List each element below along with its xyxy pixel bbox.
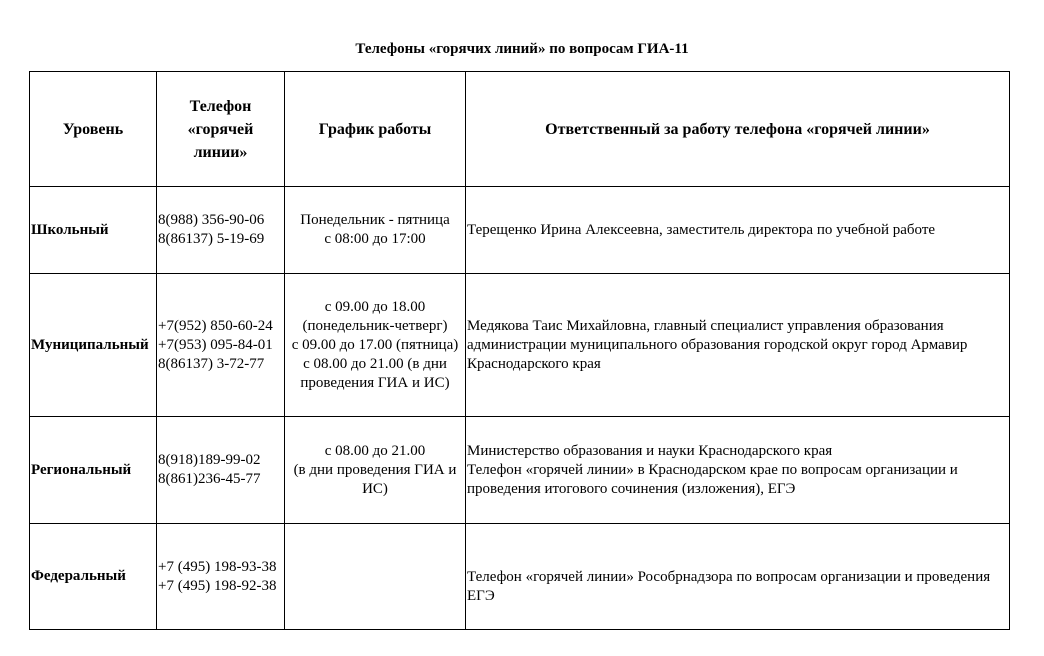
- table-row: [30, 274, 1010, 417]
- schedule-cell: [285, 274, 466, 417]
- schedule-line: Понедельник - пятница: [300, 212, 450, 228]
- level-cell: Региональный: [30, 417, 157, 524]
- header-level: Уровень: [30, 72, 157, 187]
- schedule-line: с 08:00 до 17:00: [324, 231, 426, 247]
- responsible-text: Телефон «горячей линии» Рособрнадзора по вопросам организации и проведения ЕГЭ: [467, 569, 991, 604]
- phone-number: 8(988) 356-90-06: [158, 212, 265, 228]
- level-cell: Муниципальный: [30, 274, 157, 417]
- schedule-cell: [285, 187, 466, 274]
- table-row: [30, 187, 1010, 274]
- responsible-cell: Терещенко Ирина Алексеевна, заместитель директора по учебной работе: [466, 187, 1010, 274]
- phones-cell: [157, 417, 285, 524]
- level-cell: Школьный: [30, 187, 157, 274]
- schedule-line: ИС): [362, 480, 388, 497]
- phone-number: +7(953) 095-84-01: [158, 336, 273, 353]
- phone-number: 8(86137) 3-72-77: [158, 355, 265, 372]
- responsible-line: Министерство образования и науки Краснодарского края: [467, 442, 833, 459]
- table-row: [30, 417, 1010, 524]
- phones-cell: [157, 524, 285, 630]
- table-row: [30, 524, 1010, 630]
- level-cell: Федеральный: [30, 524, 157, 630]
- schedule-line: с 08.00 до 21.00: [324, 442, 426, 459]
- phone-number: +7 (495) 198-93-38: [158, 558, 277, 575]
- header-schedule: График работы: [285, 72, 466, 187]
- phone-number: 8(86137) 5-19-69: [158, 231, 265, 247]
- table-header-row: [30, 72, 1010, 187]
- phone-number: +7 (495) 198-92-38: [158, 577, 277, 594]
- phone-number: 8(861)236-45-77: [158, 471, 261, 487]
- schedule-line: проведения ГИА и ИС): [300, 374, 450, 391]
- phone-number: 8(918)189-99-02: [158, 452, 261, 468]
- header-responsible: Ответственный за работу телефона «горячей линии»: [466, 72, 1010, 187]
- page-title: Телефоны «горячих линий» по вопросам ГИА-11: [355, 41, 689, 57]
- phones-cell: [157, 187, 285, 274]
- responsible-cell: [466, 524, 1010, 630]
- responsible-cell: Медякова Таис Михайловна, главный специалист управления образования администрации муниципального образования городской округ город Армавир Краснодарского края: [466, 274, 1010, 417]
- schedule-line: (в дни проведения ГИА и: [293, 461, 457, 478]
- header-phone-text: Телефон «горячей линии»: [187, 97, 254, 161]
- schedule-cell: [285, 417, 466, 524]
- phone-number: +7(952) 850-60-24: [158, 317, 273, 334]
- schedule-line: с 08.00 до 21.00 (в дни: [303, 355, 447, 372]
- schedule-cell: [285, 524, 466, 630]
- responsible-line: Телефон «горячей линии» в Краснодарском крае по вопросам организации и проведения итогового сочинения (изложения), ЕГЭ: [467, 461, 958, 497]
- phones-cell: [157, 274, 285, 417]
- hotlines-table: [29, 71, 1010, 630]
- schedule-line: с 09.00 до 17.00 (пятница): [291, 336, 459, 353]
- schedule-line: (понедельник-четверг): [302, 317, 448, 334]
- responsible-cell: [466, 417, 1010, 524]
- header-phone: [157, 72, 285, 187]
- schedule-line: с 09.00 до 18.00: [324, 298, 426, 315]
